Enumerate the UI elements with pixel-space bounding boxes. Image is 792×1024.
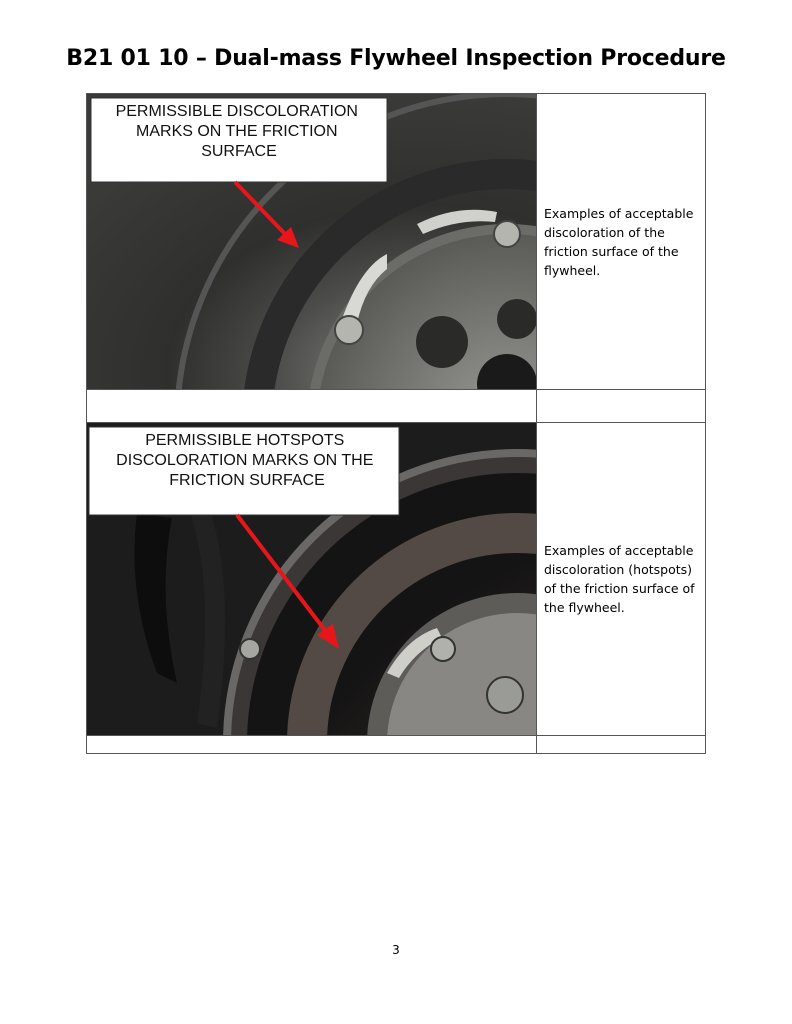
description-text: Examples of acceptable discoloration of the friction surface of the flywheel. [544,205,694,278]
empty-cell [537,736,706,754]
page-title: B21 01 10 – Dual-mass Flywheel Inspection Procedure [66,46,726,71]
flywheel-discoloration-photo [87,94,536,389]
empty-cell [87,736,537,754]
empty-cell [87,390,537,423]
photo-cell [87,423,537,736]
table-row [87,423,706,736]
page-number: 3 [392,943,400,957]
description-cell [537,423,706,736]
empty-cell [537,390,706,423]
description-text: Examples of acceptable discoloration (hotspots) of the friction surface of the flywheel. [544,543,695,615]
callout-label: PERMISSIBLE DISCOLORATION MARKS ON THE FRICTION SURFACE [115,103,358,160]
photo-cell [87,94,537,390]
table-row [87,94,706,390]
flywheel-hotspots-photo [87,423,536,735]
description-cell [537,94,706,390]
table-row [87,736,706,754]
table-row [87,390,706,423]
inspection-table [86,93,706,754]
callout-label: PERMISSIBLE HOTSPOTS DISCOLORATION MARKS ON THE FRICTION SURFACE [116,432,374,489]
